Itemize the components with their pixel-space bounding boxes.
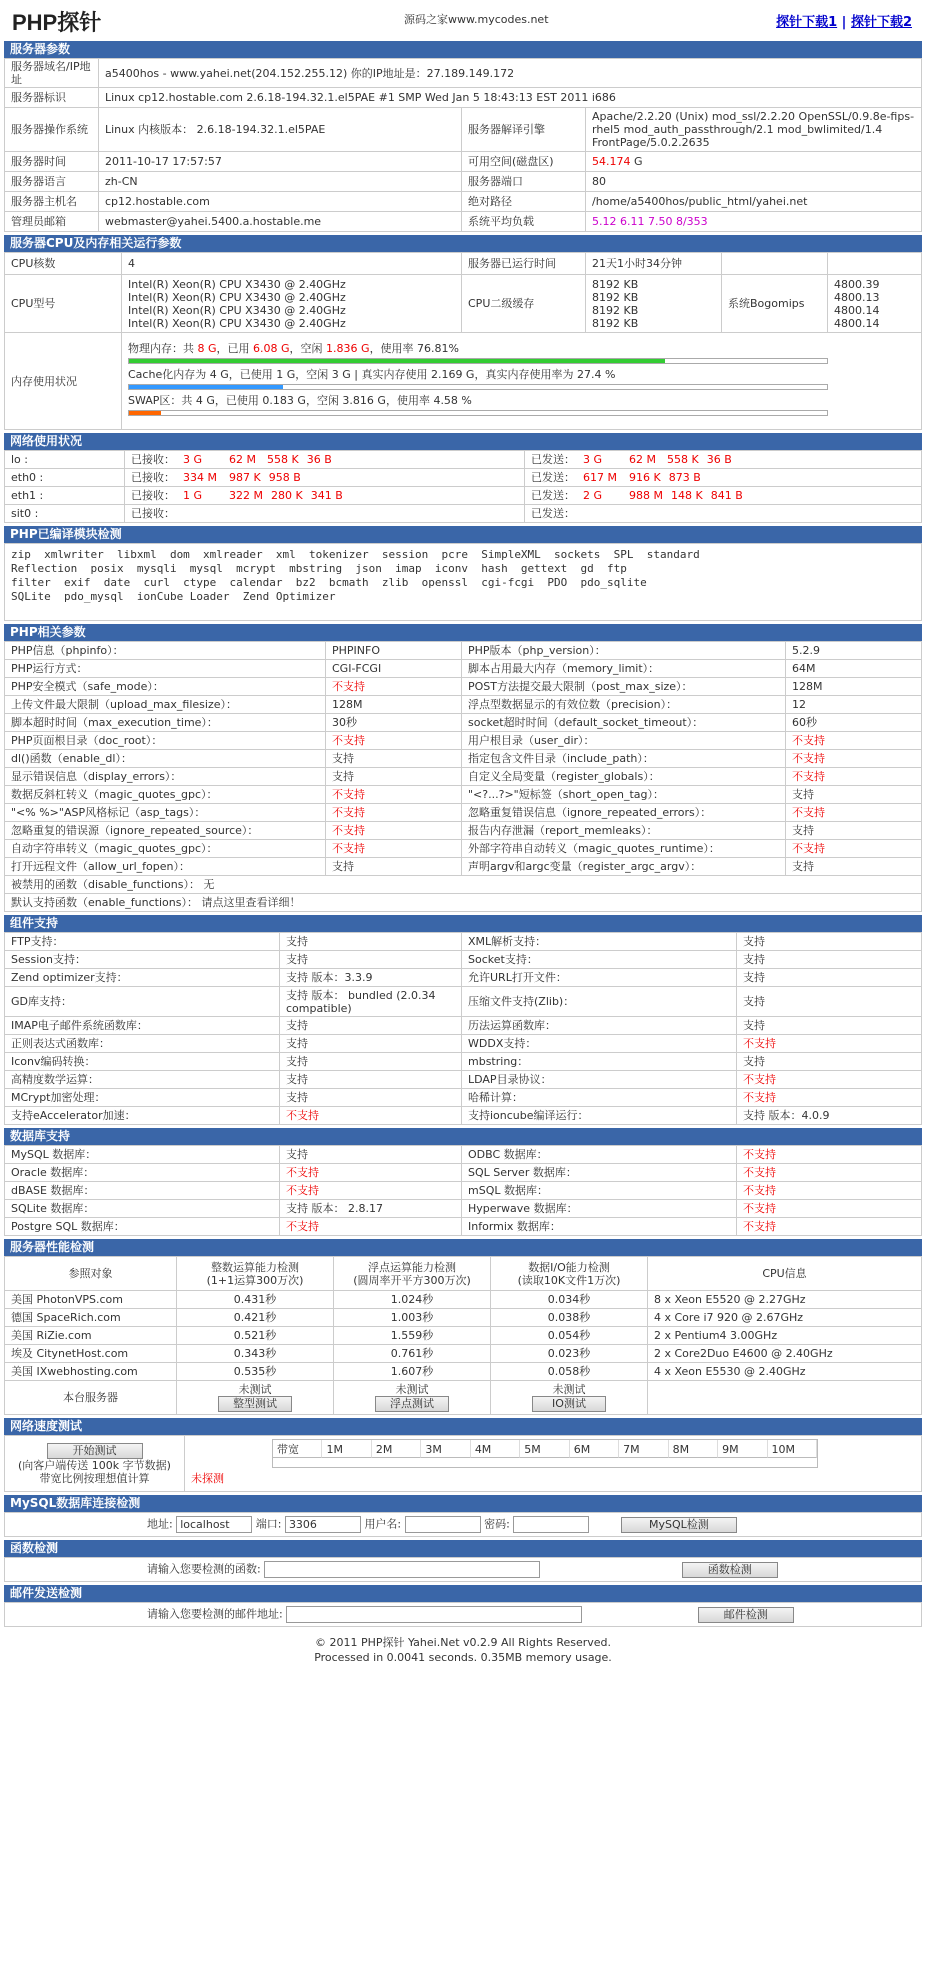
section-title: 服务器参数 bbox=[4, 41, 922, 58]
section-title: 邮件发送检测 bbox=[4, 1585, 922, 1602]
download-link-1[interactable]: 探针下载1 bbox=[776, 15, 838, 30]
param-row: 支持eAccelerator加速： 不支持 支持ioncube编译运行： 支持 版本：4.0.9 bbox=[5, 1107, 922, 1125]
footer: © 2011 PHP探针 Yahei.Net v0.2.9 All Rights Reserved. Processed in 0.0041 seconds. 0.35MB memory usage. bbox=[314, 1636, 612, 1664]
mail-check-section: 邮件发送检测 请输入您要检测的邮件地址: 邮件检测 bbox=[4, 1585, 922, 1627]
mysql-port-input[interactable]: 3306 bbox=[285, 1516, 361, 1533]
param-row: Oracle 数据库： 不支持 SQL Server 数据库： 不支持 bbox=[5, 1164, 922, 1182]
param-row: Iconv编码转换： 支持 mbstring： 支持 bbox=[5, 1053, 922, 1071]
benchmark-row: 美国 PhotonVPS.com 0.431秒 1.024秒 0.034秒 8 x Xeon E5520 @ 2.27GHz bbox=[5, 1291, 922, 1309]
param-row: "<% %>"ASP风格标记（asp_tags）： 不支持 忽略重复错误信息（ignore_repeated_errors）： 不支持 bbox=[5, 804, 922, 822]
bandwidth-tick: 1M bbox=[322, 1440, 371, 1458]
download-link-2[interactable]: 探针下载2 bbox=[850, 15, 912, 30]
section-title: 组件支持 bbox=[4, 915, 922, 932]
param-row: Postgre SQL 数据库： 不支持 Informix 数据库： 不支持 bbox=[5, 1218, 922, 1236]
mysql-host-input[interactable]: localhost bbox=[176, 1516, 252, 1533]
param-row: PHP信息（phpinfo）： PHPINFO PHP版本（php_version）： 5.2.9 bbox=[5, 642, 922, 660]
param-row: FTP支持： 支持 XML解析支持： 支持 bbox=[5, 933, 922, 951]
section-title: 网络速度测试 bbox=[4, 1418, 922, 1435]
bandwidth-tick: 3M bbox=[421, 1440, 470, 1458]
int-test-button[interactable]: 整型测试 bbox=[218, 1396, 292, 1412]
bandwidth-tick: 5M bbox=[520, 1440, 569, 1458]
bandwidth-tick: 10M bbox=[768, 1440, 817, 1458]
function-check-button[interactable]: 函数检测 bbox=[682, 1562, 778, 1578]
mail-address-input[interactable] bbox=[286, 1606, 582, 1623]
param-row: Zend optimizer支持： 支持 版本：3.3.9 允许URL打开文件： 支持 bbox=[5, 969, 922, 987]
section-title: 网络使用状况 bbox=[4, 433, 922, 450]
param-row: 忽略重复的错误源（ignore_repeated_source）： 不支持 报告内存泄漏（report_memleaks）： 支持 bbox=[5, 822, 922, 840]
param-row: PHP安全模式（safe_mode）： 不支持 POST方法提交最大限制（post_max_size）： 128M bbox=[5, 678, 922, 696]
bandwidth-tick: 8M bbox=[669, 1440, 718, 1458]
modules-list: zip xmlwriter libxml dom xmlreader xml tokenizer session pcre SimpleXML sockets SPL standard Reflection posix mysqli mysql mcrypt mbstring json imap iconv hash gettext gd ftp filter exif date curl ctype calendar bz2 bcmath zlib openssl cgi-fcgi PDO pdo_sqlite SQLite pdo_mysql ionCube Loader Zend Optimizer bbox=[4, 543, 922, 621]
network-section bbox=[4, 433, 922, 523]
param-row: dl()函数（enable_dl）： 支持 指定包含文件目录（include_path）： 不支持 bbox=[5, 750, 922, 768]
cpu-memory-section: 服务器CPU及内存相关运行参数 CPU核数 4 服务器已运行时间 21天1小时34分钟 CPU型号 Intel(R) Xeon(R) CPU X3430 @ 2.40GHz Intel(R) Xeon(R) CPU X3430 @ 2.40GHz Intel(R) Xeon(R) CPU X3430 @ 2.40GHz Intel(R) Xeon(R) CPU X3430 @ 2.40GHz CPU二级缓存 8192 KB 8192 KB 8192 KB 8192 KB 系统Bogomips 4800.39 4800.13 4800.14 4800.14 内存使用状况 物理内存：共 8 G，已用 6.08 G，空闲 1.836 G，使用率 76.81% Cache化内存为 4 G，已使用 1 G，空闲 3 G | 真实内存使用 2.169 G，真实内存使用率为 27.4 % SWAP区：共 4 G，已使用 0.183 G，空闲 3.816 G，使用率 4.58 % bbox=[4, 235, 922, 430]
param-row: 脚本超时时间（max_execution_time）： 30秒 socket超时时间（default_socket_timeout）： 60秒 bbox=[5, 714, 922, 732]
param-row: 正则表达式函数库： 支持 WDDX支持： 不支持 bbox=[5, 1035, 922, 1053]
section-title: 服务器CPU及内存相关运行参数 bbox=[4, 235, 922, 252]
load-average: 5.12 6.11 7.50 8/353 bbox=[586, 212, 922, 232]
benchmark-row: 德国 SpaceRich.com 0.421秒 1.003秒 0.038秒 4 x Core i7 920 @ 2.67GHz bbox=[5, 1309, 922, 1327]
database-section bbox=[4, 1128, 922, 1236]
param-row: 数据反斜杠转义（magic_quotes_gpc）： 不支持 "<?...?>"短标签（short_open_tag）： 支持 bbox=[5, 786, 922, 804]
bandwidth-tick: 2M bbox=[372, 1440, 421, 1458]
speed-test-section: 网络速度测试 开始测试 (向客户端传送 100k 字节数据) 带宽比例按理想值计算 未探测 带宽 1M 2M 3M 4M 5M 6M 7M 8M 9M 10M bbox=[4, 1418, 922, 1492]
server-params-section: 服务器参数 服务器域名/IP地址 a5400hos - www.yahei.net(204.152.255.12) 你的IP地址是：27.189.149.172 服务器标识 Linux cp12.hostable.com 2.6.18-194.32.1.el5PAE #1 SMP Wed Jan 5 18:43:13 EST 2011 i686 服务器操作系统 Linux 内核版本： 2.6.18-194.32.1.el5PAE 服务器解译引擎 Apache/2.2.20 (Unix) mod_ssl/2.2.20 OpenSSL/0.9.8e-fips-rhel5 mod_auth_passthrough/2.1 mod_bwlimited/1.4 FrontPage/5.0.2.2635 服务器时间 2011-10-17 17:57:57 可用空间(磁盘区) 54.174 G 服务器语言 zh-CN 服务器端口 80 服务器主机名 cp12.hostable.com 绝对路径 /home/a5400hos/public_html/yahei.net 管理员邮箱 webmaster@yahei.5400.a.hostable.me 系统平均负载 5.12 6.11 7.50 8/353 bbox=[4, 41, 922, 232]
bandwidth-tick: 6M bbox=[570, 1440, 619, 1458]
param-row: 上传文件最大限制（upload_max_filesize）： 128M 浮点型数据显示的有效位数（precision）： 12 bbox=[5, 696, 922, 714]
param-row: 自动字符串转义（magic_quotes_gpc）： 不支持 外部字符串自动转义（magic_quotes_runtime）： 不支持 bbox=[5, 840, 922, 858]
page-header bbox=[4, 0, 922, 38]
memory-usage: 物理内存：共 8 G，已用 6.08 G，空闲 1.836 G，使用率 76.81% Cache化内存为 4 G，已使用 1 G，空闲 3 G | 真实内存使用 2.169 G，真实内存使用率为 27.4 % SWAP区：共 4 G，已使用 0.183 G，空闲 3.816 G，使用率 4.58 % bbox=[122, 333, 922, 430]
mysql-user-input[interactable] bbox=[405, 1516, 481, 1533]
mysql-check-button[interactable]: MySQL检测 bbox=[621, 1517, 737, 1533]
section-title: MySQL数据库连接检测 bbox=[4, 1495, 922, 1512]
param-row: MySQL 数据库： 支持 ODBC 数据库： 不支持 bbox=[5, 1146, 922, 1164]
section-title: 服务器性能检测 bbox=[4, 1239, 922, 1256]
download-links: 探针下载1 | 探针下载2 bbox=[776, 15, 912, 30]
bandwidth-tick: 7M bbox=[619, 1440, 668, 1458]
param-row: dBASE 数据库： 不支持 mSQL 数据库： 不支持 bbox=[5, 1182, 922, 1200]
bandwidth-scale bbox=[272, 1439, 818, 1468]
benchmark-row: 美国 RiZie.com 0.521秒 1.559秒 0.054秒 2 x Pentium4 3.00GHz bbox=[5, 1327, 922, 1345]
mysql-password-input[interactable] bbox=[513, 1516, 589, 1533]
bandwidth-tick: 4M bbox=[471, 1440, 520, 1458]
logo: PHP探针 bbox=[12, 10, 102, 35]
mysql-check-section: MySQL数据库连接检测 地址: localhost 端口: 3306 用户名: 密码: MySQL检测 bbox=[4, 1495, 922, 1537]
param-row: 显示错误信息（display_errors）： 支持 自定义全局变量（register_globals）： 不支持 bbox=[5, 768, 922, 786]
io-test-button[interactable]: IO测试 bbox=[532, 1396, 606, 1412]
param-row: SQLite 数据库： 支持 版本： 2.8.17 Hyperwave 数据库： 不支持 bbox=[5, 1200, 922, 1218]
float-test-button[interactable]: 浮点测试 bbox=[375, 1396, 449, 1412]
cache-memory-bar bbox=[128, 384, 828, 390]
param-row: PHP运行方式： CGI-FCGI 脚本占用最大内存（memory_limit）： 64M bbox=[5, 660, 922, 678]
param-row: MCrypt加密处理： 支持 哈稀计算： 不支持 bbox=[5, 1089, 922, 1107]
physical-memory-bar bbox=[128, 358, 828, 364]
function-check-section: 函数检测 请输入您要检测的函数: 函数检测 bbox=[4, 1540, 922, 1582]
php-params-section: PHP相关参数 PHP信息（phpinfo）： PHPINFO PHP版本（php_version）： 5.2.9 PHP运行方式： CGI-FCGI 脚本占用最大内存（memory_limit）： 64M PHP安全模式（safe_mode）： 不支持 POST方法提交最大限制（post_max_size）： 128M 上传文件最大限制（upload_max_filesize）： 128M 浮点型数据显示的有效位数（precision）： 12 脚本超时时间（max_execution_time）： 30秒 socket超时时间（default_socket_timeout）： 60秒 PHP页面根目录（doc_root）： 不支持 用户根目录（user_dir）： 不支持 dl()函数（enable_dl）： 支持 指定包含文件目录（include_path）： 不支持 显示错误信息（display_errors）： 支持 自定义全局变量（register_globals）： 不支持 数据反斜杠转义（magic_quotes_gpc）： 不支持 "<?...?>"短标签（short_open_tag）： 支持 "<% %>"ASP风格标记（asp_tags）： 不支持 忽略重复错误信息（ignore_repeated_errors）： 不支持 忽略重复的错误源（ignore_repeated_source）： 不支持 报告内存泄漏（report_memleaks）： 支持 自动字符串转义（magic_quotes_gpc）： 不支持 外部字符串自动转义（magic_quotes_runtime）： 不支持 打开远程文件（allow_url_fopen）： 支持 声明argv和argc变量（register_argc_argv）： 支持 被禁用的函数（disable_functions）： 无 默认支持函数（enable_functions）： 请点这里查看详细！ bbox=[4, 624, 922, 912]
speed-status: 未探测 bbox=[191, 1472, 224, 1485]
bandwidth-tick: 9M bbox=[718, 1440, 767, 1458]
net-row: eth0 : 已接收： 334 M 987 K 958 B 已发送： 617 M 916 K 873 B bbox=[5, 469, 922, 487]
modules-section bbox=[4, 526, 922, 621]
section-title: 函数检测 bbox=[4, 1540, 922, 1557]
section-title: PHP相关参数 bbox=[4, 624, 922, 641]
view-enabled-functions-link[interactable]: 请点这里查看详细！ bbox=[201, 896, 301, 909]
disk-free: 54.174 bbox=[592, 155, 631, 168]
performance-section: 服务器性能检测 参照对象 整数运算能力检测 (1+1运算300万次) 浮点运算能力检测 (圆周率开平方300万次) 数据I/O能力检测 (读取10K文件1万次) CPU信息 美国 PhotonVPS.com 0.431秒 1.024秒 0.034秒 8 x Xeon E5520 @ 2.27GHz 德国 SpaceRich.com 0.421秒 1.003秒 0.038秒 4 x Core i7 920 @ 2.67GHz 美国 RiZie.com 0.521秒 1.559秒 0.054秒 2 x Pentium4 3.00GHz 埃及 CitynetHost.com 0.343秒 0.761秒 0.023秒 2 x Core2Duo E4600 @ 2.40GHz 美国 IXwebhosting.com 0.535秒 1.607秒 0.058秒 4 x Xeon E5530 @ 2.40GHz 本台服务器 未测试 整型测试 未测试 浮点测试 未测试 IO测试 bbox=[4, 1239, 922, 1415]
components-section bbox=[4, 915, 922, 1125]
net-row: lo : 已接收： 3 G 62 M 558 K 36 B 已发送： 3 G 62 M 558 K 36 B bbox=[5, 451, 922, 469]
bandwidth-tick: 带宽 bbox=[273, 1440, 322, 1458]
param-row: 打开远程文件（allow_url_fopen）： 支持 声明argv和argc变量（register_argc_argv）： 支持 bbox=[5, 858, 922, 876]
net-row: eth1 : 已接收： 1 G 322 M 280 K 341 B 已发送： 2 G 988 M 148 K 841 B bbox=[5, 487, 922, 505]
param-row: Session支持： 支持 Socket支持： 支持 bbox=[5, 951, 922, 969]
param-row: 高精度数学运算： 支持 LDAP目录协议： 不支持 bbox=[5, 1071, 922, 1089]
param-row: IMAP电子邮件系统函数库： 支持 历法运算函数库： 支持 bbox=[5, 1017, 922, 1035]
net-row: sit0 : 已接收： 已发送： bbox=[5, 505, 922, 523]
benchmark-row: 美国 IXwebhosting.com 0.535秒 1.607秒 0.058秒 4 x Xeon E5530 @ 2.40GHz bbox=[5, 1363, 922, 1381]
mail-check-button[interactable]: 邮件检测 bbox=[698, 1607, 794, 1623]
start-speed-test-button[interactable]: 开始测试 bbox=[47, 1443, 143, 1459]
param-row: PHP页面根目录（doc_root）： 不支持 用户根目录（user_dir）： 不支持 bbox=[5, 732, 922, 750]
site-name: 源码之家www.mycodes.net bbox=[404, 13, 549, 26]
function-name-input[interactable] bbox=[264, 1561, 540, 1578]
swap-memory-bar bbox=[128, 410, 828, 416]
param-row: GD库支持： 支持 版本： bundled (2.0.34 compatible) 压缩文件支持(Zlib)： 支持 bbox=[5, 987, 922, 1017]
section-title: PHP已编译模块检测 bbox=[4, 526, 922, 543]
section-title: 数据库支持 bbox=[4, 1128, 922, 1145]
benchmark-row: 埃及 CitynetHost.com 0.343秒 0.761秒 0.023秒 2 x Core2Duo E4600 @ 2.40GHz bbox=[5, 1345, 922, 1363]
